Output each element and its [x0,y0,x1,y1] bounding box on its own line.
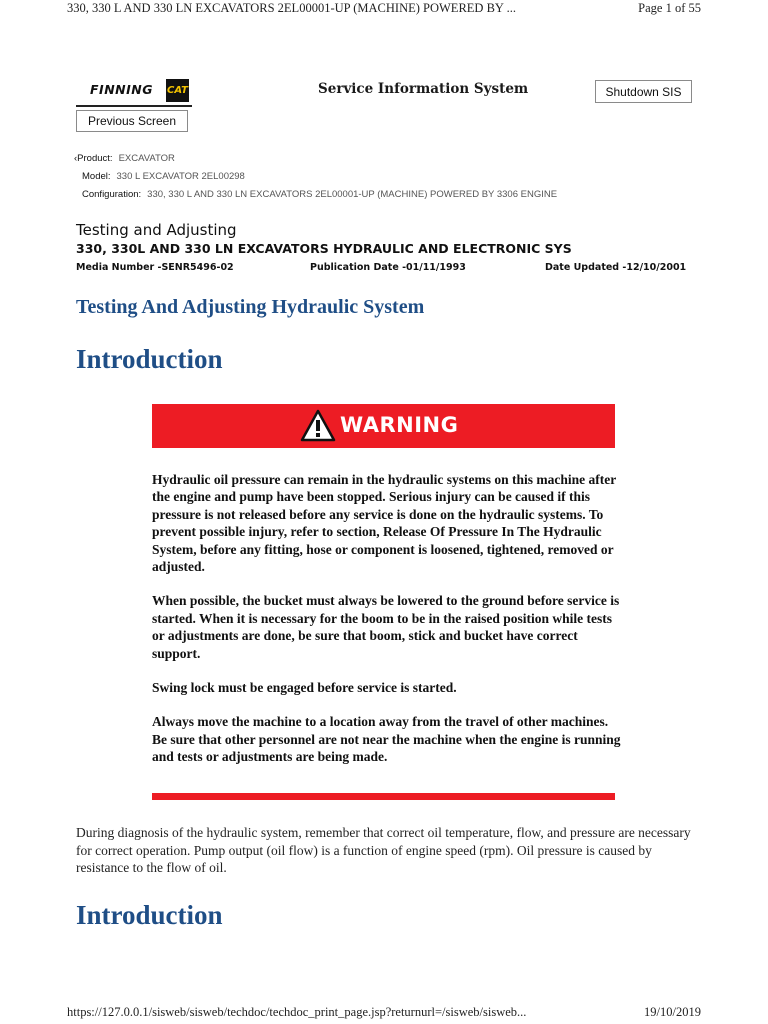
media-number: Media Number -SENR5496-02 [76,262,234,273]
print-header [67,0,701,22]
product-value: EXCAVATOR [118,153,175,164]
warning-paragraph: Swing lock must be engaged before service is started. [152,680,457,696]
introduction-heading-2: Introduction [76,900,223,930]
warning-paragraph: Hydraulic oil pressure can remain in the hydraulic systems on this machine after the engine and pump have been stopped. Serious injury can be caused if this pressure is not released before any service is done on the hydraulic systems. To prevent possible injury, refer to section, Release Of Pressure In The Hydraulic System, before any fitting, hose or component is loosened, tightened, removed or adjusted. [152,472,617,575]
shutdown-sis-button[interactable]: Shutdown SIS [595,80,692,103]
warning-divider [152,793,615,800]
print-footer-date: 19/10/2019 [644,1005,701,1019]
print-footer [67,1005,701,1023]
warning-banner [152,404,615,448]
warning-paragraph: When possible, the bucket must always be lowered to the ground before service is started. When it is necessary for the boom to be in the raised position while tests or adjustments are done, be sure that boom, stick and bucket have correct support. [152,593,620,661]
body-paragraph: During diagnosis of the hydraulic system, remember that correct oil temperature, flow, and pressure are necessary for correct operation. Pump output (oil flow) is a function of engine speed (rpm). Oil pressure is caused by resistance to the flow of oil. [76,825,691,875]
warning-text [152,471,622,783]
meta-configuration [82,189,557,200]
system-title: Service Information System [318,81,529,97]
section-title: Testing and Adjusting [76,221,237,239]
previous-screen-button[interactable]: Previous Screen [76,110,188,132]
print-header-document: 330, 330 L AND 330 LN EXCAVATORS 2EL00001-UP (MACHINE) POWERED BY ... [67,1,516,15]
model-label: Model: [82,171,111,182]
chevron-left-icon[interactable]: ‹ [74,153,78,164]
finning-cat-logo [76,75,192,107]
print-header-page: Page 1 of 55 [638,1,701,15]
finning-logo-text: FINNING [90,82,153,97]
date-updated: Date Updated -12/10/2001 [545,262,687,273]
warning-label: WARNING [340,413,459,437]
meta-product [74,153,175,164]
document-title: 330, 330L AND 330 LN EXCAVATORS HYDRAULIC AND ELECTRONIC SYS [76,241,572,256]
introduction-heading: Introduction [76,344,223,374]
subheading: Testing And Adjusting Hydraulic System [76,296,425,318]
configuration-label: Configuration: [82,189,142,200]
warning-paragraph: Always move the machine to a location away from the travel of other machines. Be sure that other personnel are not near the machine when the engine is running and tests or adjustments are being made. [152,714,621,765]
warning-triangle-icon [300,409,336,442]
configuration-value: 330, 330 L AND 330 LN EXCAVATORS 2EL00001-UP (MACHINE) POWERED BY 3306 ENGINE [147,189,558,200]
model-value: 330 L EXCAVATOR 2EL00298 [116,171,245,182]
publication-date: Publication Date -01/11/1993 [310,262,466,273]
print-footer-url: https://127.0.0.1/sisweb/sisweb/techdoc/techdoc_print_page.jsp?returnurl=/sisweb/sisweb... [67,1005,527,1019]
product-label[interactable]: Product: [77,153,113,164]
cat-logo-mark: CAT [166,79,189,102]
meta-model [82,171,245,182]
